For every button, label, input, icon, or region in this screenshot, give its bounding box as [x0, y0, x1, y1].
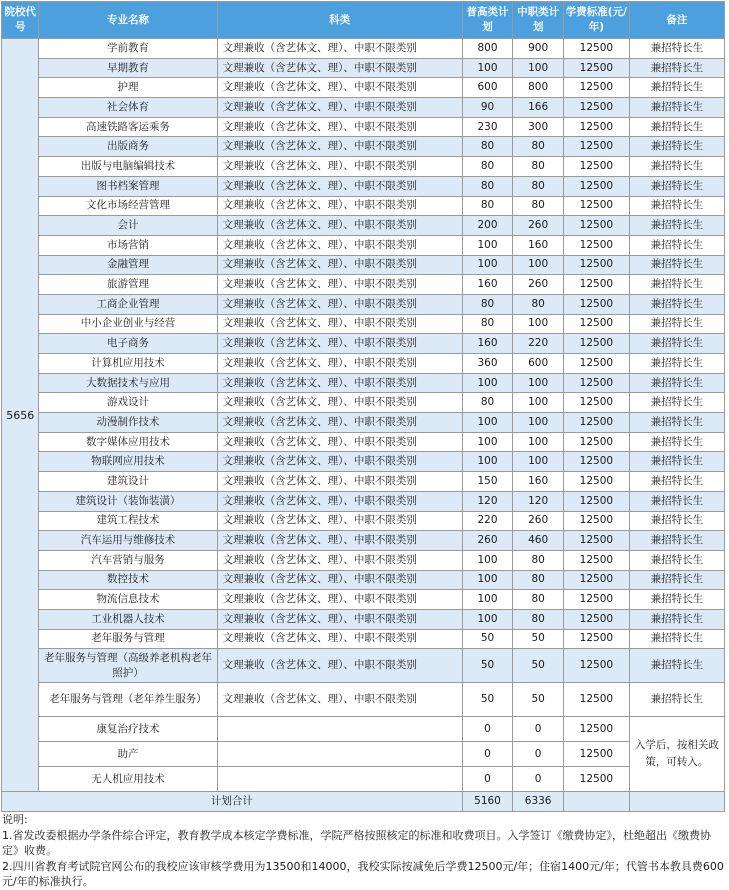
remark-cell: 兼招特长生 — [629, 531, 724, 551]
tuition-cell: 12500 — [563, 742, 629, 767]
general-plan-cell: 100 — [462, 590, 513, 610]
vocational-plan-cell: 80 — [513, 590, 564, 610]
remark-cell: 兼招特长生 — [629, 255, 724, 275]
category-cell: 文理兼收（含艺体文、理）、中职不限类别 — [217, 609, 462, 629]
vocational-plan-cell: 220 — [513, 334, 564, 354]
remark-cell: 兼招特长生 — [629, 275, 724, 295]
remark-cell: 兼招特长生 — [629, 58, 724, 78]
major-cell: 动漫制作技术 — [39, 413, 217, 433]
tuition-cell: 12500 — [563, 235, 629, 255]
general-plan-cell: 0 — [462, 742, 513, 767]
category-cell: 文理兼收（含艺体文、理）、中职不限类别 — [217, 472, 462, 492]
general-plan-cell: 160 — [462, 334, 513, 354]
transfer-remark-cell: 入学后，按相关政策，可转入。 — [629, 717, 724, 792]
major-cell: 社会体育 — [39, 98, 217, 118]
general-plan-cell: 260 — [462, 531, 513, 551]
category-cell: 文理兼收（含艺体文、理）、中职不限类别 — [217, 98, 462, 118]
header-school-code: 院校代号 — [2, 2, 39, 39]
major-cell: 无人机应用技术 — [39, 767, 217, 792]
note-item-2: 2.四川省教育考试院官网公布的我校应该审核学费用为13500和14000，我校实际按减免后学费12500元/年；住宿1400元/年；代管书本教具费600元/年的标准执行。 — [2, 859, 724, 888]
remark-cell: 兼招特长生 — [629, 78, 724, 98]
remark-cell: 兼招特长生 — [629, 683, 724, 717]
vocational-plan-cell: 100 — [513, 255, 564, 275]
general-plan-cell: 100 — [462, 373, 513, 393]
general-plan-cell: 360 — [462, 354, 513, 374]
table-row — [2, 39, 725, 59]
tuition-cell: 12500 — [563, 255, 629, 275]
major-cell: 旅游管理 — [39, 275, 217, 295]
table-row — [2, 235, 725, 255]
general-plan-cell: 100 — [462, 235, 513, 255]
vocational-plan-cell: 50 — [513, 649, 564, 683]
school-code-cell: 5656 — [2, 39, 39, 792]
vocational-plan-cell: 300 — [513, 117, 564, 137]
category-cell: 文理兼收（含艺体文、理）、中职不限类别 — [217, 255, 462, 275]
tuition-cell: 12500 — [563, 432, 629, 452]
tuition-cell: 12500 — [563, 216, 629, 236]
category-cell: 文理兼收（含艺体文、理）、中职不限类别 — [217, 452, 462, 472]
major-cell: 高速铁路客运乘务 — [39, 117, 217, 137]
remark-cell: 兼招特长生 — [629, 452, 724, 472]
tuition-cell: 12500 — [563, 767, 629, 792]
major-cell: 市场营销 — [39, 235, 217, 255]
remark-cell: 兼招特长生 — [629, 649, 724, 683]
category-cell: 文理兼收（含艺体文、理）、中职不限类别 — [217, 176, 462, 196]
category-cell: 文理兼收（含艺体文、理）、中职不限类别 — [217, 275, 462, 295]
vocational-plan-cell: 160 — [513, 235, 564, 255]
vocational-plan-cell: 100 — [513, 413, 564, 433]
major-cell: 建筑设计 — [39, 472, 217, 492]
table-row — [2, 176, 725, 196]
vocational-plan-cell: 160 — [513, 472, 564, 492]
category-cell: 文理兼收（含艺体文、理）、中职不限类别 — [217, 590, 462, 610]
table-row — [2, 157, 725, 177]
vocational-plan-cell: 260 — [513, 511, 564, 531]
major-cell: 图书档案管理 — [39, 176, 217, 196]
vocational-plan-cell: 80 — [513, 294, 564, 314]
general-plan-cell: 80 — [462, 196, 513, 216]
category-cell: 文理兼收（含艺体文、理）、中职不限类别 — [217, 373, 462, 393]
remark-cell: 兼招特长生 — [629, 157, 724, 177]
general-plan-cell: 80 — [462, 157, 513, 177]
header-tuition: 学费标准(元/年) — [563, 2, 629, 39]
table-row — [2, 216, 725, 236]
total-empty-cell — [629, 792, 724, 812]
vocational-plan-cell: 80 — [513, 196, 564, 216]
major-cell: 文化市场经营管理 — [39, 196, 217, 216]
remark-cell: 兼招特长生 — [629, 39, 724, 59]
general-plan-cell: 50 — [462, 649, 513, 683]
tuition-cell: 12500 — [563, 294, 629, 314]
tuition-cell: 12500 — [563, 683, 629, 717]
tuition-cell: 12500 — [563, 609, 629, 629]
major-cell: 康复治疗技术 — [39, 717, 217, 742]
tuition-cell: 12500 — [563, 570, 629, 590]
header-major: 专业名称 — [39, 2, 217, 39]
remark-cell: 兼招特长生 — [629, 235, 724, 255]
general-plan-cell: 160 — [462, 275, 513, 295]
vocational-plan-cell: 166 — [513, 98, 564, 118]
table-row — [2, 117, 725, 137]
tuition-cell: 12500 — [563, 413, 629, 433]
table-row — [2, 717, 725, 742]
tuition-cell: 12500 — [563, 393, 629, 413]
remark-cell: 兼招特长生 — [629, 137, 724, 157]
tuition-cell: 12500 — [563, 157, 629, 177]
major-cell: 计算机应用技术 — [39, 354, 217, 374]
remark-cell: 兼招特长生 — [629, 609, 724, 629]
general-plan-cell: 50 — [462, 683, 513, 717]
general-plan-cell: 80 — [462, 176, 513, 196]
general-plan-cell: 230 — [462, 117, 513, 137]
general-plan-cell: 100 — [462, 570, 513, 590]
table-row — [2, 511, 725, 531]
vocational-plan-cell: 0 — [513, 742, 564, 767]
table-header-row — [2, 2, 725, 39]
table-row — [2, 683, 725, 717]
vocational-plan-cell: 100 — [513, 432, 564, 452]
major-cell: 工业机器人技术 — [39, 609, 217, 629]
category-cell: 文理兼收（含艺体文、理）、中职不限类别 — [217, 235, 462, 255]
table-row — [2, 432, 725, 452]
table-row — [2, 196, 725, 216]
remark-cell: 兼招特长生 — [629, 570, 724, 590]
tuition-cell: 12500 — [563, 137, 629, 157]
category-cell: 文理兼收（含艺体文、理）、中职不限类别 — [217, 550, 462, 570]
general-plan-cell: 100 — [462, 58, 513, 78]
total-vocational-plan: 6336 — [513, 792, 564, 812]
major-cell: 老年服务与管理（高级养老机构老年照护） — [39, 649, 217, 683]
major-cell: 早期教育 — [39, 58, 217, 78]
tuition-cell: 12500 — [563, 275, 629, 295]
tuition-cell: 12500 — [563, 629, 629, 649]
total-row — [2, 792, 725, 812]
major-cell: 金融管理 — [39, 255, 217, 275]
tuition-cell: 12500 — [563, 511, 629, 531]
header-remark: 备注 — [629, 2, 724, 39]
remark-cell: 兼招特长生 — [629, 413, 724, 433]
major-cell: 学前教育 — [39, 39, 217, 59]
major-cell: 汽车运用与维修技术 — [39, 531, 217, 551]
header-general-plan: 普高类计划 — [462, 2, 513, 39]
tuition-cell: 12500 — [563, 314, 629, 334]
remark-cell: 兼招特长生 — [629, 373, 724, 393]
table-row — [2, 334, 725, 354]
tuition-cell: 12500 — [563, 117, 629, 137]
vocational-plan-cell: 100 — [513, 373, 564, 393]
category-cell: 文理兼收（含艺体文、理）、中职不限类别 — [217, 196, 462, 216]
major-cell: 物联网应用技术 — [39, 452, 217, 472]
general-plan-cell: 0 — [462, 767, 513, 792]
total-label: 计划合计 — [2, 792, 463, 812]
major-cell: 建筑工程技术 — [39, 511, 217, 531]
table-row — [2, 78, 725, 98]
vocational-plan-cell: 600 — [513, 354, 564, 374]
major-cell: 大数据技术与应用 — [39, 373, 217, 393]
remark-cell: 兼招特长生 — [629, 196, 724, 216]
remark-cell: 兼招特长生 — [629, 334, 724, 354]
category-cell: 文理兼收（含艺体文、理）、中职不限类别 — [217, 117, 462, 137]
major-cell: 建筑设计（装饰装潢） — [39, 491, 217, 511]
table-row — [2, 255, 725, 275]
general-plan-cell: 100 — [462, 255, 513, 275]
tuition-cell: 12500 — [563, 590, 629, 610]
vocational-plan-cell: 120 — [513, 491, 564, 511]
general-plan-cell: 200 — [462, 216, 513, 236]
table-row — [2, 137, 725, 157]
vocational-plan-cell: 80 — [513, 176, 564, 196]
note-item-1: 1.省发改委根据办学条件综合评定，教育教学成本核定学费标准，学院严格按照核定的标准和收费项目。入学签订《缴费协定》，杜绝超出《缴费协定》收费。 — [2, 828, 711, 857]
general-plan-cell: 0 — [462, 717, 513, 742]
category-cell: 文理兼收（含艺体文、理）、中职不限类别 — [217, 649, 462, 683]
vocational-plan-cell: 0 — [513, 767, 564, 792]
total-general-plan: 5160 — [462, 792, 513, 812]
tuition-cell: 12500 — [563, 354, 629, 374]
vocational-plan-cell: 80 — [513, 137, 564, 157]
tuition-cell: 12500 — [563, 58, 629, 78]
general-plan-cell: 100 — [462, 432, 513, 452]
remark-cell: 兼招特长生 — [629, 216, 724, 236]
table-row — [2, 550, 725, 570]
major-cell: 电子商务 — [39, 334, 217, 354]
notes-section — [2, 812, 724, 890]
general-plan-cell: 150 — [462, 472, 513, 492]
tuition-cell: 12500 — [563, 649, 629, 683]
major-cell: 数控技术 — [39, 570, 217, 590]
tuition-cell: 12500 — [563, 472, 629, 492]
table-row — [2, 491, 725, 511]
table-row — [2, 742, 725, 767]
vocational-plan-cell: 100 — [513, 393, 564, 413]
table-row — [2, 472, 725, 492]
category-cell: 文理兼收（含艺体文、理）、中职不限类别 — [217, 570, 462, 590]
general-plan-cell: 100 — [462, 452, 513, 472]
major-cell: 工商企业管理 — [39, 294, 217, 314]
general-plan-cell: 220 — [462, 511, 513, 531]
table-row — [2, 413, 725, 433]
category-cell: 文理兼收（含艺体文、理）、中职不限类别 — [217, 491, 462, 511]
tuition-cell: 12500 — [563, 531, 629, 551]
major-cell: 数字媒体应用技术 — [39, 432, 217, 452]
table-row — [2, 629, 725, 649]
table-row — [2, 58, 725, 78]
vocational-plan-cell: 260 — [513, 216, 564, 236]
vocational-plan-cell: 900 — [513, 39, 564, 59]
major-cell: 物流信息技术 — [39, 590, 217, 610]
general-plan-cell: 100 — [462, 550, 513, 570]
tuition-cell: 12500 — [563, 550, 629, 570]
vocational-plan-cell: 50 — [513, 629, 564, 649]
general-plan-cell: 80 — [462, 294, 513, 314]
table-row — [2, 609, 725, 629]
remark-cell: 兼招特长生 — [629, 550, 724, 570]
remark-cell: 兼招特长生 — [629, 629, 724, 649]
tuition-cell: 12500 — [563, 452, 629, 472]
category-cell — [217, 717, 462, 742]
major-cell: 出版商务 — [39, 137, 217, 157]
general-plan-cell: 800 — [462, 39, 513, 59]
category-cell: 文理兼收（含艺体文、理）、中职不限类别 — [217, 58, 462, 78]
total-empty-cell — [563, 792, 629, 812]
vocational-plan-cell: 460 — [513, 531, 564, 551]
vocational-plan-cell: 80 — [513, 570, 564, 590]
remark-cell: 兼招特长生 — [629, 176, 724, 196]
major-cell: 护理 — [39, 78, 217, 98]
tuition-cell: 12500 — [563, 78, 629, 98]
category-cell: 文理兼收（含艺体文、理）、中职不限类别 — [217, 78, 462, 98]
general-plan-cell: 80 — [462, 137, 513, 157]
table-row — [2, 570, 725, 590]
general-plan-cell: 120 — [462, 491, 513, 511]
tuition-cell: 12500 — [563, 176, 629, 196]
vocational-plan-cell: 100 — [513, 452, 564, 472]
category-cell — [217, 767, 462, 792]
remark-cell: 兼招特长生 — [629, 354, 724, 374]
table-body — [2, 39, 725, 812]
category-cell: 文理兼收（含艺体文、理）、中职不限类别 — [217, 432, 462, 452]
tuition-cell: 12500 — [563, 373, 629, 393]
vocational-plan-cell: 80 — [513, 550, 564, 570]
general-plan-cell: 90 — [462, 98, 513, 118]
vocational-plan-cell: 80 — [513, 609, 564, 629]
major-cell: 会计 — [39, 216, 217, 236]
table-row — [2, 649, 725, 683]
tuition-cell: 12500 — [563, 39, 629, 59]
general-plan-cell: 600 — [462, 78, 513, 98]
vocational-plan-cell: 800 — [513, 78, 564, 98]
tuition-cell: 12500 — [563, 196, 629, 216]
major-cell: 汽车营销与服务 — [39, 550, 217, 570]
remark-cell: 兼招特长生 — [629, 314, 724, 334]
remark-cell: 兼招特长生 — [629, 117, 724, 137]
category-cell: 文理兼收（含艺体文、理）、中职不限类别 — [217, 511, 462, 531]
table-row — [2, 531, 725, 551]
category-cell: 文理兼收（含艺体文、理）、中职不限类别 — [217, 683, 462, 717]
major-cell: 中小企业创业与经营 — [39, 314, 217, 334]
table-row — [2, 373, 725, 393]
tuition-cell: 12500 — [563, 717, 629, 742]
category-cell: 文理兼收（含艺体文、理）、中职不限类别 — [217, 39, 462, 59]
remark-cell: 兼招特长生 — [629, 393, 724, 413]
category-cell: 文理兼收（含艺体文、理）、中职不限类别 — [217, 393, 462, 413]
vocational-plan-cell: 100 — [513, 314, 564, 334]
general-plan-cell: 100 — [462, 609, 513, 629]
vocational-plan-cell: 50 — [513, 683, 564, 717]
header-vocational-plan: 中职类计划 — [513, 2, 564, 39]
tuition-cell: 12500 — [563, 334, 629, 354]
remark-cell: 兼招特长生 — [629, 511, 724, 531]
vocational-plan-cell: 80 — [513, 157, 564, 177]
category-cell: 文理兼收（含艺体文、理）、中职不限类别 — [217, 334, 462, 354]
tuition-cell: 12500 — [563, 98, 629, 118]
remark-cell: 兼招特长生 — [629, 472, 724, 492]
admission-plan-table — [1, 1, 725, 812]
major-cell: 老年服务与管理 — [39, 629, 217, 649]
category-cell: 文理兼收（含艺体文、理）、中职不限类别 — [217, 314, 462, 334]
general-plan-cell: 80 — [462, 393, 513, 413]
header-category: 科类 — [217, 2, 462, 39]
table-row — [2, 98, 725, 118]
category-cell: 文理兼收（含艺体文、理）、中职不限类别 — [217, 354, 462, 374]
table-row — [2, 393, 725, 413]
major-cell: 游戏设计 — [39, 393, 217, 413]
category-cell: 文理兼收（含艺体文、理）、中职不限类别 — [217, 413, 462, 433]
major-cell: 助产 — [39, 742, 217, 767]
category-cell: 文理兼收（含艺体文、理）、中职不限类别 — [217, 157, 462, 177]
tuition-cell: 12500 — [563, 491, 629, 511]
general-plan-cell: 50 — [462, 629, 513, 649]
table-row — [2, 354, 725, 374]
category-cell: 文理兼收（含艺体文、理）、中职不限类别 — [217, 531, 462, 551]
category-cell: 文理兼收（含艺体文、理）、中职不限类别 — [217, 216, 462, 236]
table-row — [2, 767, 725, 792]
category-cell: 文理兼收（含艺体文、理）、中职不限类别 — [217, 137, 462, 157]
category-cell: 文理兼收（含艺体文、理）、中职不限类别 — [217, 294, 462, 314]
general-plan-cell: 80 — [462, 314, 513, 334]
table-row — [2, 590, 725, 610]
vocational-plan-cell: 0 — [513, 717, 564, 742]
remark-cell: 兼招特长生 — [629, 590, 724, 610]
vocational-plan-cell: 100 — [513, 58, 564, 78]
notes-title: 说明: — [2, 813, 28, 826]
remark-cell: 兼招特长生 — [629, 98, 724, 118]
remark-cell: 兼招特长生 — [629, 491, 724, 511]
table-row — [2, 294, 725, 314]
major-cell: 出版与电脑编辑技术 — [39, 157, 217, 177]
category-cell — [217, 742, 462, 767]
table-row — [2, 275, 725, 295]
category-cell: 文理兼收（含艺体文、理）、中职不限类别 — [217, 629, 462, 649]
vocational-plan-cell: 260 — [513, 275, 564, 295]
general-plan-cell: 100 — [462, 413, 513, 433]
table-row — [2, 452, 725, 472]
table-row — [2, 314, 725, 334]
remark-cell: 兼招特长生 — [629, 294, 724, 314]
major-cell: 老年服务与管理（老年养生服务） — [39, 683, 217, 717]
remark-cell: 兼招特长生 — [629, 432, 724, 452]
